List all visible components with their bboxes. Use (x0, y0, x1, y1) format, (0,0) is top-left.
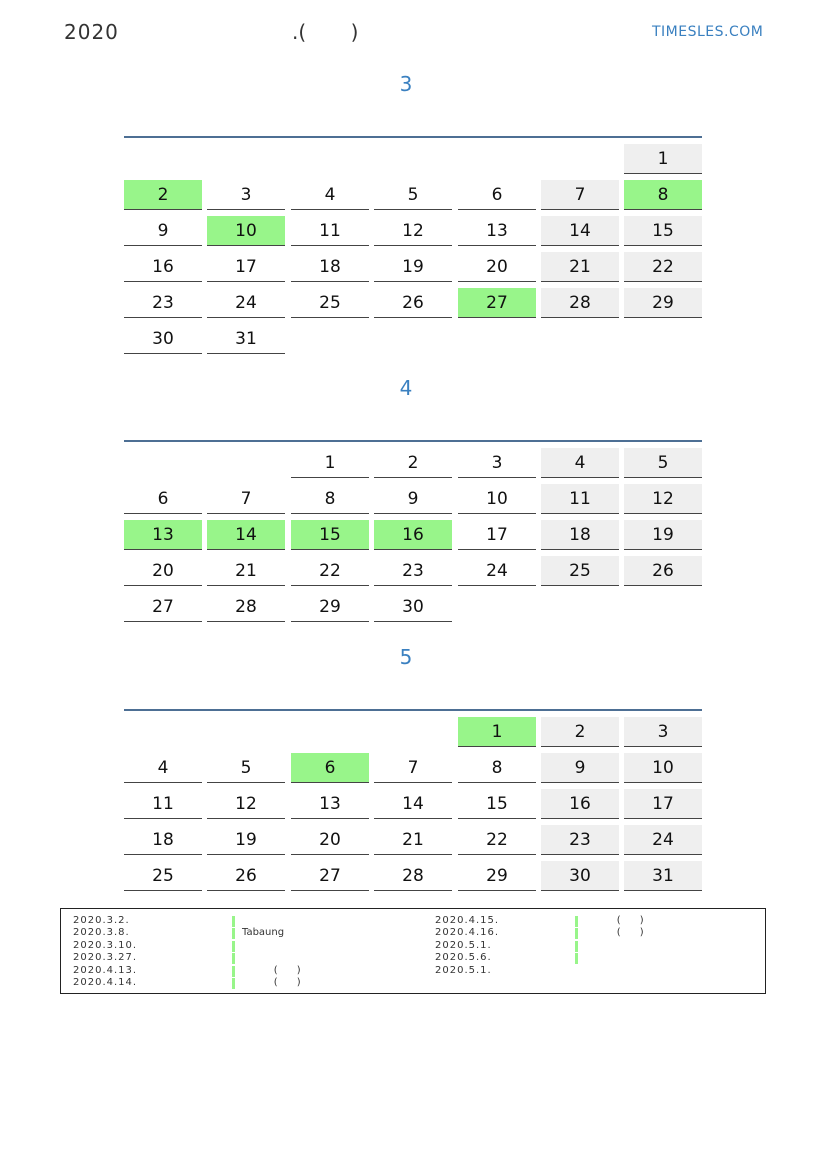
legend-holiday-name: ( ) (242, 964, 301, 976)
calendar-day: 15 (624, 216, 702, 246)
month-rule (124, 440, 702, 442)
calendar-day: 25 (291, 288, 369, 318)
legend-holiday-name: Tabaung (242, 927, 285, 939)
page-header (0, 0, 827, 60)
calendar-day: 11 (291, 216, 369, 246)
calendar-day: 2 (374, 448, 452, 478)
calendar-day: 20 (124, 556, 202, 586)
calendar-day: 18 (124, 825, 202, 855)
legend-marker (575, 928, 578, 939)
calendar-day: 28 (541, 288, 619, 318)
calendar-day: 8 (291, 484, 369, 514)
calendar-day: 9 (541, 753, 619, 783)
legend-date: 2020.3.8. (73, 927, 130, 939)
legend-date: 2020.3.27. (73, 952, 138, 964)
calendar-day: 7 (207, 484, 285, 514)
calendar-day: 28 (207, 592, 285, 622)
calendar-day: 13 (291, 789, 369, 819)
month-label: 5 (399, 645, 413, 669)
calendar-day: 12 (207, 789, 285, 819)
calendar-day: 16 (541, 789, 619, 819)
legend-date: 2020.4.13. (73, 964, 138, 976)
holiday-legend (60, 908, 766, 994)
calendar-day: 24 (624, 825, 702, 855)
calendar-day: 10 (458, 484, 536, 514)
calendar-day: 29 (291, 592, 369, 622)
calendar-day: 19 (374, 252, 452, 282)
calendar-day: 20 (458, 252, 536, 282)
calendar-day: 7 (374, 753, 452, 783)
calendar-day: 25 (124, 861, 202, 891)
calendar-day: 21 (207, 556, 285, 586)
calendar-day: 5 (207, 753, 285, 783)
calendar-day: 31 (624, 861, 702, 891)
calendar-day: 3 (458, 448, 536, 478)
calendar-day: 26 (624, 556, 702, 586)
calendar-day: 23 (374, 556, 452, 586)
calendar-day: 14 (374, 789, 452, 819)
month-rule (124, 709, 702, 711)
legend-date: 2020.3.2. (73, 915, 130, 926)
calendar-day: 4 (541, 448, 619, 478)
calendar-day: 28 (374, 861, 452, 891)
calendar-day: 3 (624, 717, 702, 747)
calendar-day: 23 (541, 825, 619, 855)
calendar-day-holiday: 15 (291, 520, 369, 550)
legend-marker (232, 928, 235, 939)
calendar-year: 2020 (64, 20, 119, 44)
calendar-day: 1 (291, 448, 369, 478)
calendar-day: 30 (124, 324, 202, 354)
calendar-day: 12 (374, 216, 452, 246)
legend-date: 2020.5.6. (435, 952, 492, 964)
legend-date: 2020.4.14. (73, 977, 138, 988)
calendar-day: 17 (458, 520, 536, 550)
calendar-day: 5 (374, 180, 452, 210)
calendar-day: 11 (124, 789, 202, 819)
legend-marker (232, 953, 235, 964)
calendar-day: 22 (624, 252, 702, 282)
legend-marker (232, 978, 235, 989)
calendar-day: 16 (124, 252, 202, 282)
calendar-day-holiday: 6 (291, 753, 369, 783)
calendar-day-holiday: 1 (458, 717, 536, 747)
legend-marker (232, 941, 235, 952)
calendar-day: 5 (624, 448, 702, 478)
calendar-day-holiday: 27 (458, 288, 536, 318)
calendar-day: 24 (207, 288, 285, 318)
calendar-day: 1 (624, 144, 702, 174)
calendar-day: 12 (624, 484, 702, 514)
calendar-day: 30 (374, 592, 452, 622)
calendar-day: 7 (541, 180, 619, 210)
calendar-day: 10 (624, 753, 702, 783)
calendar-day: 21 (541, 252, 619, 282)
calendar-day: 18 (291, 252, 369, 282)
calendar-day: 30 (541, 861, 619, 891)
legend-marker (232, 966, 235, 977)
calendar-day: 6 (458, 180, 536, 210)
legend-date: 2020.4.15. (435, 915, 500, 926)
site-link[interactable]: TIMESLES.COM (652, 24, 764, 40)
legend-holiday-name: ( ) (242, 977, 301, 988)
calendar-day: 29 (458, 861, 536, 891)
legend-date: 2020.5.1. (435, 939, 492, 951)
calendar-day: 13 (458, 216, 536, 246)
legend-marker (575, 941, 578, 952)
calendar-day: 26 (207, 861, 285, 891)
calendar-day: 9 (124, 216, 202, 246)
calendar-day: 24 (458, 556, 536, 586)
calendar-day: 18 (541, 520, 619, 550)
legend-date: 2020.5.1. (435, 964, 492, 976)
calendar-day-holiday: 8 (624, 180, 702, 210)
legend-marker (575, 953, 578, 964)
calendar-day-holiday: 10 (207, 216, 285, 246)
calendar-day: 2 (541, 717, 619, 747)
legend-marker (575, 916, 578, 927)
month-label: 3 (399, 72, 413, 96)
calendar-day: 8 (458, 753, 536, 783)
calendar-day-holiday: 14 (207, 520, 285, 550)
calendar-day: 17 (207, 252, 285, 282)
calendar-day: 25 (541, 556, 619, 586)
calendar-day-holiday: 13 (124, 520, 202, 550)
calendar-day: 11 (541, 484, 619, 514)
calendar-title: .( ) (292, 20, 359, 44)
calendar-day: 4 (291, 180, 369, 210)
calendar-day: 9 (374, 484, 452, 514)
calendar-day: 27 (124, 592, 202, 622)
calendar-day: 22 (291, 556, 369, 586)
legend-holiday-name: ( ) (585, 915, 644, 926)
calendar-day-holiday: 2 (124, 180, 202, 210)
calendar-day: 15 (458, 789, 536, 819)
calendar-day: 20 (291, 825, 369, 855)
calendar-day: 31 (207, 324, 285, 354)
calendar-day-holiday: 16 (374, 520, 452, 550)
calendar-day: 6 (124, 484, 202, 514)
calendar-day: 27 (291, 861, 369, 891)
calendar-day: 22 (458, 825, 536, 855)
calendar-day: 26 (374, 288, 452, 318)
calendar-day: 23 (124, 288, 202, 318)
calendar-day: 4 (124, 753, 202, 783)
legend-marker (232, 916, 235, 927)
calendar-day: 14 (541, 216, 619, 246)
calendar-day: 21 (374, 825, 452, 855)
calendar-day: 17 (624, 789, 702, 819)
calendar-day: 19 (624, 520, 702, 550)
calendar-day: 19 (207, 825, 285, 855)
legend-holiday-name: ( ) (585, 927, 644, 939)
calendar-day: 3 (207, 180, 285, 210)
month-rule (124, 136, 702, 138)
calendar-day: 29 (624, 288, 702, 318)
legend-date: 2020.4.16. (435, 927, 500, 939)
legend-date: 2020.3.10. (73, 939, 138, 951)
month-label: 4 (399, 376, 413, 400)
